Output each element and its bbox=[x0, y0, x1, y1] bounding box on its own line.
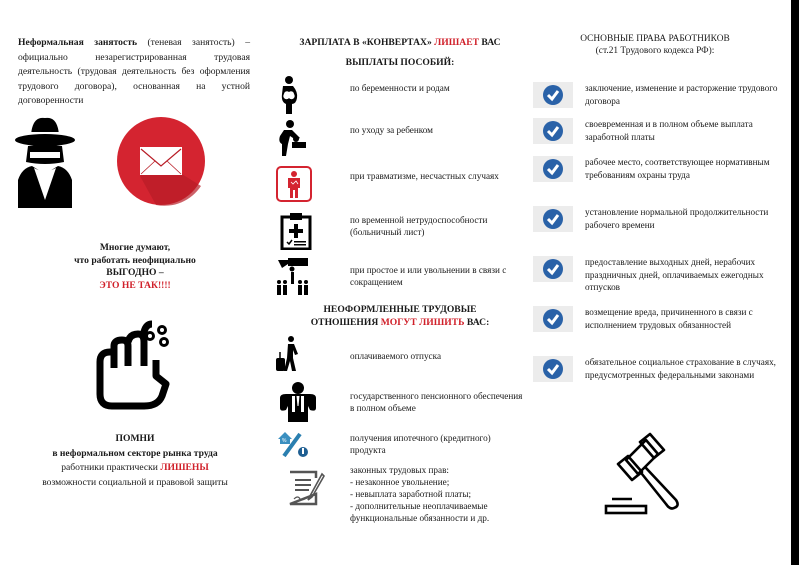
myth-line-3: ВЫГОДНО – bbox=[106, 267, 164, 279]
sick-leave-clipboard-icon bbox=[280, 212, 312, 250]
remember-line-3: возможности социальной и правовой защиты bbox=[42, 476, 228, 488]
loss-text: законных трудовых прав: bbox=[350, 465, 449, 475]
intro-paragraph bbox=[18, 36, 250, 109]
benefit-text: при простое и или увольнении в связи с сокращением bbox=[350, 265, 507, 287]
intro-term: Неформальная занятость bbox=[18, 37, 138, 48]
losses-heading-line-2 bbox=[276, 317, 524, 330]
loss-item bbox=[270, 464, 530, 528]
heading-text: ВАС bbox=[479, 37, 501, 48]
benefit-text: по временной нетрудоспособности (больничный лист) bbox=[350, 215, 488, 237]
check-icon bbox=[533, 156, 573, 182]
right-text: установление нормальной продолжительности рабочего времени bbox=[585, 207, 769, 230]
losses-heading bbox=[276, 304, 524, 329]
remember-line-2-text: работники практически bbox=[61, 462, 161, 474]
benefit-text: при травматизме, несчастных случаях bbox=[350, 171, 499, 181]
remember-deprived: ЛИШЕНЫ bbox=[160, 462, 209, 474]
traveler-suitcase-icon bbox=[274, 336, 302, 372]
myth-line-4: ЭТО НЕ ТАК!!!! bbox=[99, 279, 171, 291]
benefit-item bbox=[270, 78, 530, 114]
check-icon bbox=[533, 82, 573, 108]
check-icon bbox=[533, 306, 573, 332]
loss-item bbox=[270, 430, 530, 460]
right-text: предоставление выходных дней, нерабочих праздничных дней, оплачиваемых ежегодных отпусков bbox=[585, 257, 764, 293]
benefit-item bbox=[270, 166, 530, 202]
loss-item bbox=[270, 382, 530, 422]
rights-heading-line-1: ОСНОВНЫЕ ПРАВА РАБОТНИКОВ bbox=[580, 34, 730, 44]
loss-text-block bbox=[350, 464, 526, 524]
check-icon bbox=[533, 118, 573, 144]
heading-text: ВАС: bbox=[464, 316, 490, 328]
loss-text: оплачиваемого отпуска bbox=[350, 351, 442, 361]
myth-block bbox=[0, 242, 270, 292]
benefits-heading-line-1 bbox=[276, 33, 524, 53]
losses-heading-line-1: НЕОФОРМЛЕННЫЕ ТРУДОВЫЕ bbox=[323, 304, 477, 315]
remember-title: ПОМНИ bbox=[115, 433, 155, 444]
benefits-heading bbox=[276, 33, 524, 73]
loss-bullet: - невыплата заработной платы; bbox=[350, 489, 472, 499]
heading-deprives: ЛИШАЕТ bbox=[434, 37, 480, 48]
heading-text: ЗАРПЛАТА В «КОНВЕРТАХ» bbox=[299, 37, 435, 48]
remember-line-2 bbox=[0, 461, 270, 476]
spy-icon bbox=[14, 114, 76, 208]
loss-item bbox=[270, 336, 530, 372]
heading-text: ОТНОШЕНИЯ bbox=[310, 316, 381, 328]
childcare-icon bbox=[274, 120, 308, 156]
myth-line-2: что работать неофициально bbox=[74, 254, 196, 266]
right-text: возмещение вреда, причиненного в связи с исполнением трудовых обязанностей bbox=[585, 307, 753, 330]
envelope-icon bbox=[116, 116, 206, 206]
remember-line-1: в неформальном секторе рынка труда bbox=[52, 447, 218, 459]
rights-heading-line-2: (ст.21 Трудового кодекса РФ): bbox=[595, 46, 715, 57]
intro-definition: (теневая занятость) – официально незарегистрированная трудовая деятельность (трудовая деятельность без оформления трудового договора), основанная на устной договоренности bbox=[18, 37, 250, 107]
gavel-icon bbox=[596, 430, 706, 522]
svg-text:%: % bbox=[282, 438, 287, 444]
benefit-text: по уходу за ребенком bbox=[350, 125, 433, 135]
heading-may-deprive: МОГУТ ЛИШИТЬ bbox=[380, 316, 465, 328]
loss-bullet: - незаконное увольнение; bbox=[350, 477, 450, 487]
benefit-text: по беременности и родам bbox=[350, 83, 450, 93]
layoff-icon bbox=[274, 256, 312, 296]
right-text: обязательное социальное страхование в случаях, предусмотренных федеральными законами bbox=[585, 357, 776, 380]
injury-icon bbox=[276, 166, 312, 202]
check-icon bbox=[533, 256, 573, 282]
page-edge-bar bbox=[791, 0, 799, 565]
pregnant-woman-icon bbox=[278, 76, 300, 114]
benefits-heading-line-2: ВЫПЛАТЫ ПОСОБИЙ: bbox=[345, 57, 455, 68]
check-icon bbox=[533, 356, 573, 382]
remember-block bbox=[0, 432, 270, 490]
mortgage-percent-icon bbox=[276, 430, 310, 458]
reminder-hand-icon bbox=[92, 320, 178, 410]
benefit-item bbox=[270, 212, 530, 250]
check-icon bbox=[533, 206, 573, 232]
loss-text: получения ипотечного (кредитного) продукта bbox=[350, 433, 491, 455]
pension-person-icon bbox=[276, 382, 320, 422]
loss-text: государственного пенсионного обеспечения в полном объеме bbox=[350, 391, 523, 413]
right-text: рабочее место, соответствующее нормативным требованиям охраны труда bbox=[585, 157, 770, 180]
right-text: заключение, изменение и расторжение трудового договора bbox=[585, 83, 778, 106]
myth-line-1: Многие думают, bbox=[99, 242, 171, 253]
document-sign-icon bbox=[286, 468, 326, 508]
benefit-item bbox=[270, 256, 530, 296]
rights-heading bbox=[540, 33, 770, 58]
right-text: своевременная и в полном объеме выплата заработной платы bbox=[585, 119, 753, 142]
loss-bullet: - дополнительные неоплачиваемые функциональные обязанности и др. bbox=[350, 501, 490, 523]
benefit-item bbox=[270, 120, 530, 156]
